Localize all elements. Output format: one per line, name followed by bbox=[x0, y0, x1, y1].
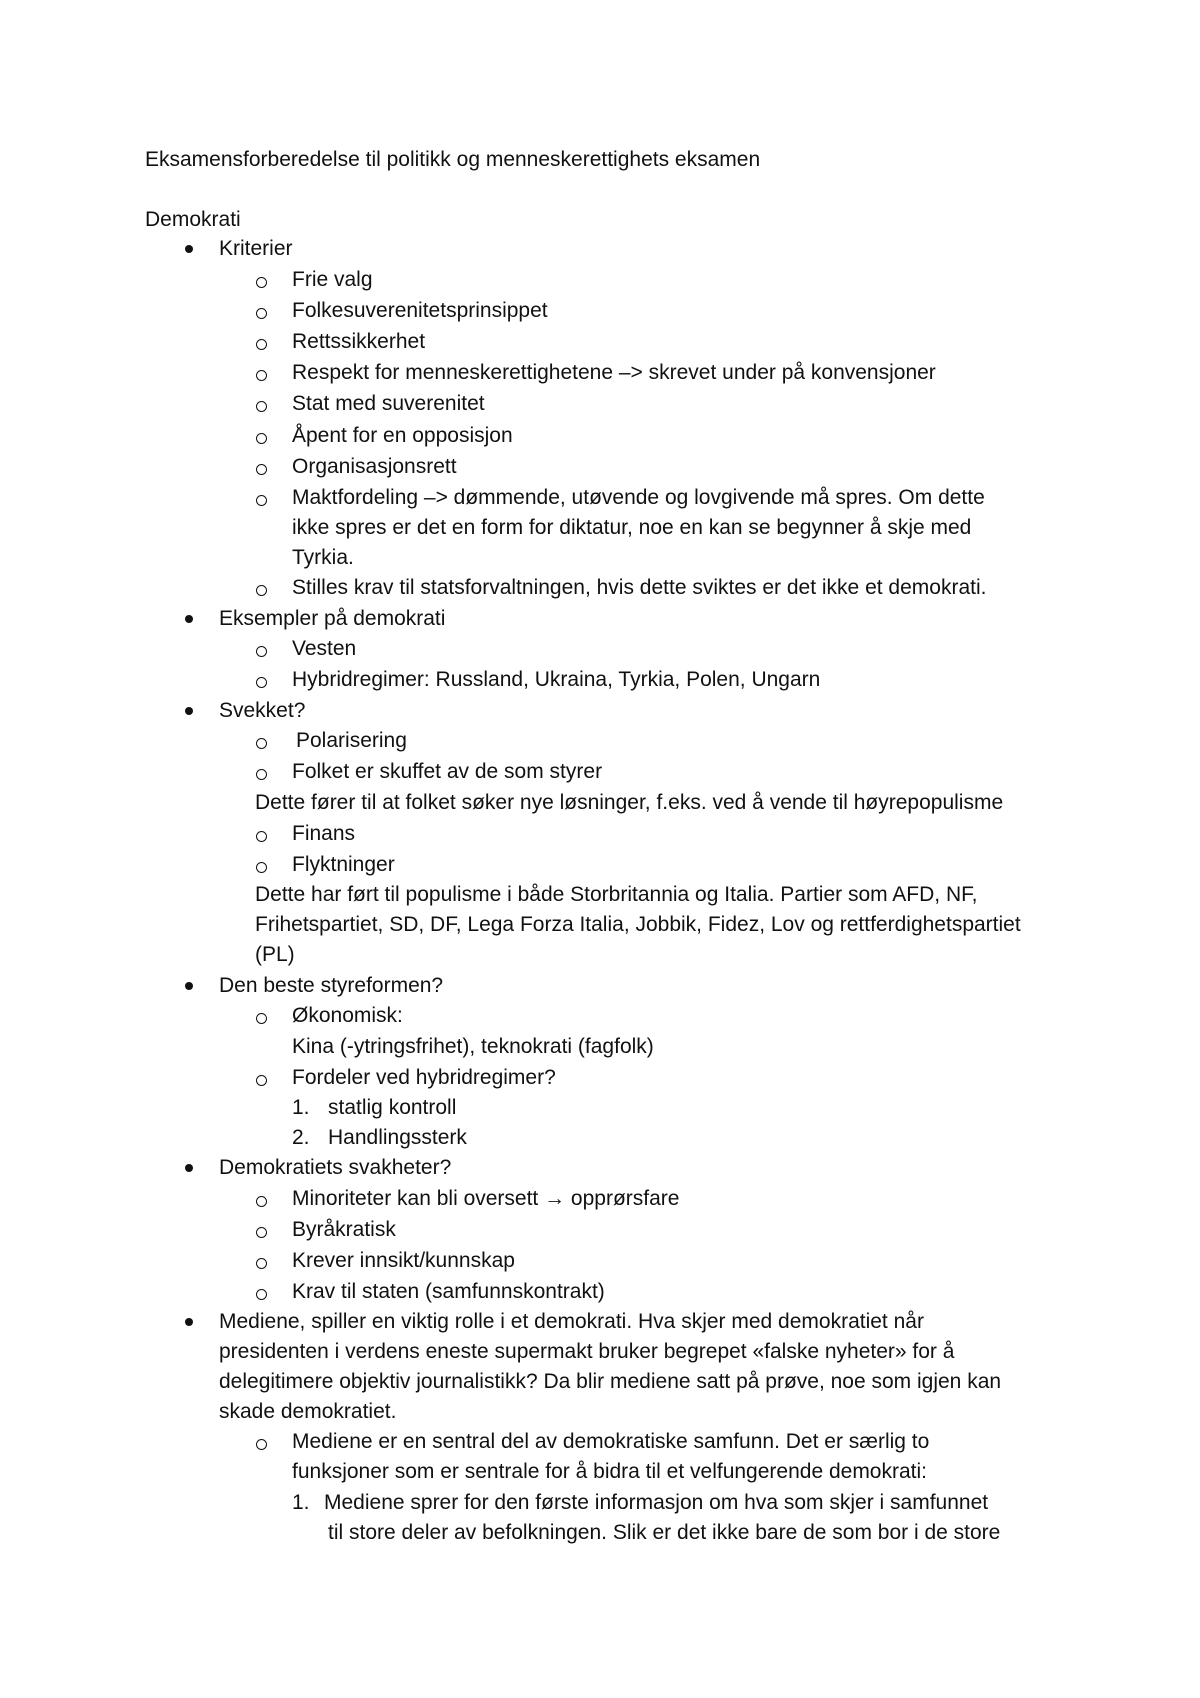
bullet-eksempler: Eksempler på demokrati bbox=[219, 607, 446, 630]
list-item: Rettssikkerhet bbox=[292, 330, 426, 353]
list-item: Frie valg bbox=[292, 268, 373, 291]
paragraph-line: presidenten i verdens eneste supermakt bruker begrepet «falske nyheter» for å bbox=[219, 1340, 955, 1363]
bullet-styreform: Den beste styreformen? bbox=[219, 974, 444, 997]
circle-bullet-icon bbox=[256, 646, 267, 657]
paragraph-line: (PL) bbox=[255, 943, 295, 966]
bullet-icon bbox=[185, 982, 193, 990]
list-item: Krever innsikt/kunnskap bbox=[292, 1249, 515, 1272]
circle-bullet-icon bbox=[256, 677, 267, 688]
list-item: Byråkratisk bbox=[292, 1218, 396, 1241]
list-item: Økonomisk: bbox=[292, 1004, 403, 1027]
paragraph-line: Dette har ført til populisme i både Storbritannia og Italia. Partier som AFD, NF, bbox=[255, 883, 978, 906]
list-item: Polarisering bbox=[296, 729, 407, 752]
list-item: Fordeler ved hybridregimer? bbox=[292, 1066, 556, 1089]
numbered-item: Mediene sprer for den første informasjon om hva som skjer i samfunnet bbox=[324, 1491, 989, 1514]
list-item: Mediene er en sentral del av demokratiske samfunn. Det er særlig to bbox=[292, 1430, 930, 1453]
circle-bullet-icon bbox=[256, 1196, 267, 1207]
list-item: Organisasjonsrett bbox=[292, 455, 457, 478]
bullet-icon bbox=[185, 1318, 193, 1326]
list-number: 1. bbox=[292, 1096, 310, 1119]
document-title: Eksamensforberedelse til politikk og menneskerettighets eksamen bbox=[145, 148, 761, 171]
list-item-continued: funksjoner som er sentrale for å bidra til et velfungerende demokrati: bbox=[292, 1460, 927, 1483]
circle-bullet-icon bbox=[256, 831, 267, 842]
list-item: Stilles krav til statsforvaltningen, hvis dette sviktes er det ikke et demokrati. bbox=[292, 576, 987, 599]
circle-bullet-icon bbox=[256, 495, 267, 506]
circle-bullet-icon bbox=[256, 1289, 267, 1300]
bullet-kriterier: Kriterier bbox=[219, 237, 293, 260]
numbered-item-continued: til store deler av befolkningen. Slik er det ikke bare de som bor i de store bbox=[328, 1521, 1001, 1544]
list-item: Folket er skuffet av de som styrer bbox=[292, 760, 603, 783]
bullet-icon bbox=[185, 707, 193, 715]
bullet-svekket: Svekket? bbox=[219, 699, 306, 722]
paragraph-line: delegitimere objektiv journalistikk? Da blir mediene satt på prøve, noe som igjen kan bbox=[219, 1370, 1002, 1393]
circle-bullet-icon bbox=[256, 370, 267, 381]
numbered-item: statlig kontroll bbox=[328, 1096, 457, 1119]
list-item-continued: Kina (-ytringsfrihet), teknokrati (fagfolk) bbox=[292, 1035, 654, 1058]
list-item: Maktfordeling –> dømmende, utøvende og lovgivende må spres. Om dette bbox=[292, 486, 985, 509]
paragraph-line: skade demokratiet. bbox=[219, 1400, 397, 1423]
list-item: Åpent for en opposisjon bbox=[292, 424, 513, 447]
paragraph-line: Dette fører til at folket søker nye løsninger, f.eks. ved å vende til høyrepopulisme bbox=[255, 791, 1004, 814]
list-item: Respekt for menneskerettighetene –> skrevet under på konvensjoner bbox=[292, 361, 936, 384]
paragraph-line: Frihetspartiet, SD, DF, Lega Forza Italia, Jobbik, Fidez, Lov og rettferdighetspartiet bbox=[255, 913, 1021, 936]
list-item: Minoriteter kan bli oversett → opprørsfare bbox=[292, 1187, 680, 1210]
circle-bullet-icon bbox=[256, 1227, 267, 1238]
list-number: 1. bbox=[292, 1491, 310, 1514]
list-item: Vesten bbox=[292, 637, 357, 660]
list-item: Folkesuverenitetsprinsippet bbox=[292, 299, 548, 322]
circle-bullet-icon bbox=[256, 277, 267, 288]
numbered-item: Handlingssterk bbox=[328, 1126, 467, 1149]
circle-bullet-icon bbox=[256, 1439, 267, 1450]
circle-bullet-icon bbox=[256, 769, 267, 780]
list-item-continued: Tyrkia. bbox=[292, 546, 354, 569]
list-item-continued: ikke spres er det en form for diktatur, noe en kan se begynner å skje med bbox=[292, 516, 972, 539]
list-item: Flyktninger bbox=[292, 853, 395, 876]
bullet-icon bbox=[185, 245, 193, 253]
list-number: 2. bbox=[292, 1126, 310, 1149]
circle-bullet-icon bbox=[256, 401, 267, 412]
section-heading: Demokrati bbox=[145, 208, 241, 231]
bullet-svakheter: Demokratiets svakheter? bbox=[219, 1156, 452, 1179]
circle-bullet-icon bbox=[256, 585, 267, 596]
circle-bullet-icon bbox=[256, 339, 267, 350]
circle-bullet-icon bbox=[256, 433, 267, 444]
list-item: Stat med suverenitet bbox=[292, 392, 485, 415]
circle-bullet-icon bbox=[256, 1258, 267, 1269]
circle-bullet-icon bbox=[256, 464, 267, 475]
list-item: Finans bbox=[292, 822, 356, 845]
list-item: Hybridregimer: Russland, Ukraina, Tyrkia, Polen, Ungarn bbox=[292, 668, 821, 691]
circle-bullet-icon bbox=[256, 738, 267, 749]
circle-bullet-icon bbox=[256, 308, 267, 319]
bullet-icon bbox=[185, 1164, 193, 1172]
circle-bullet-icon bbox=[256, 1075, 267, 1086]
circle-bullet-icon bbox=[256, 862, 267, 873]
bullet-icon bbox=[185, 615, 193, 623]
circle-bullet-icon bbox=[256, 1013, 267, 1024]
list-item: Krav til staten (samfunnskontrakt) bbox=[292, 1280, 605, 1303]
bullet-medier: Mediene, spiller en viktig rolle i et demokrati. Hva skjer med demokratiet når bbox=[219, 1310, 924, 1333]
